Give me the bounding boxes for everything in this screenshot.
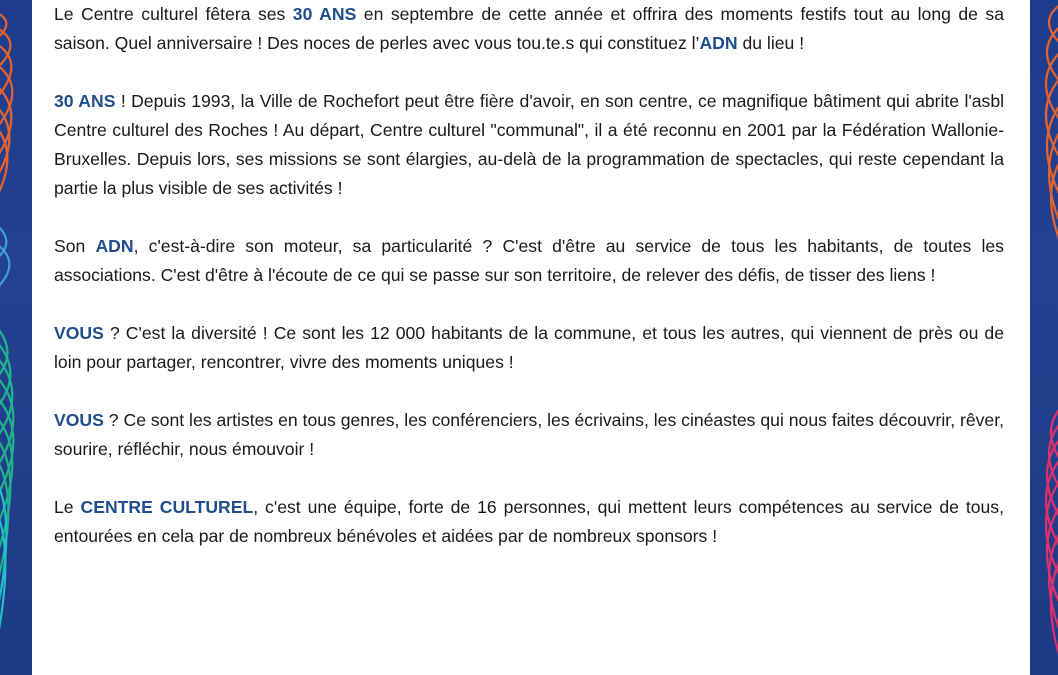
highlight-text: ADN: [699, 33, 738, 53]
body-text: Le Centre culturel fêtera ses: [54, 4, 293, 24]
body-text: ? C'est la diversité ! Ce sont les 12 000 habitants de la commune, et tous les autres, qui viennent de près ou de loin pour partager, rencontrer, vivre des moments uniques !: [54, 323, 1004, 372]
body-text: du lieu !: [737, 33, 805, 53]
body-text: en septembre de cette année et offrira des moments festifs tout au long de sa saison. Quel anniversaire ! Des noces de perles avec vous tou.te.s qui constituez l’: [54, 4, 1004, 53]
document-body: [54, 0, 1004, 580]
right-decorative-band: [1030, 0, 1058, 675]
highlight-text: VOUS: [54, 410, 104, 430]
paragraph-anniversary: [54, 0, 1004, 58]
paragraph-30-ans: [54, 87, 1004, 203]
paragraph-centre-culturel: [54, 493, 1004, 551]
body-text: Son: [54, 236, 96, 256]
highlight-text: VOUS: [54, 323, 104, 343]
highlight-text: ADN: [95, 236, 134, 256]
body-text: , c'est-à-dire son moteur, sa particularité ? C'est d'être au service de tous les habitants, de toutes les associations. C'est d'être à l'écoute de ce qui se passe sur son territoire, de relever des défis, de tisser des liens !: [54, 236, 1004, 285]
paragraph-vous-artistes: [54, 406, 1004, 464]
body-text: ? Ce sont les artistes en tous genres, les conférenciers, les écrivains, les cinéastes qui nous faites découvrir, rêver, sourire, réfléchir, nous émouvoir !: [54, 410, 1004, 459]
highlight-text: 30 ANS: [54, 91, 116, 111]
fingerprint-pattern-icon: [1030, 0, 1058, 675]
fingerprint-pattern-icon: [0, 0, 32, 675]
body-text: , c'est une équipe, forte de 16 personnes, qui mettent leurs compétences au service de tous, entourées en cela par de nombreux bénévoles et aidées par de nombreux sponsors !: [54, 497, 1004, 546]
document-page: [32, 0, 1030, 675]
left-decorative-band: [0, 0, 32, 675]
paragraph-vous-diversite: [54, 319, 1004, 377]
highlight-text: 30 ANS: [292, 4, 357, 24]
paragraph-adn: [54, 232, 1004, 290]
body-text: ! Depuis 1993, la Ville de Rochefort peut être fière d'avoir, en son centre, ce magnifique bâtiment qui abrite l'asbl Centre culturel des Roches ! Au départ, Centre culturel "communal", il a été reconnu en 2001 par la Fédération Wallonie-Bruxelles. Depuis lors, ses missions se sont élargies, au-delà de la programmation de spectacles, qui reste cependant la partie la plus visible de ses activités !: [54, 91, 1005, 198]
highlight-text: CENTRE CULTUREL: [80, 497, 254, 517]
body-text: Le: [54, 497, 81, 517]
